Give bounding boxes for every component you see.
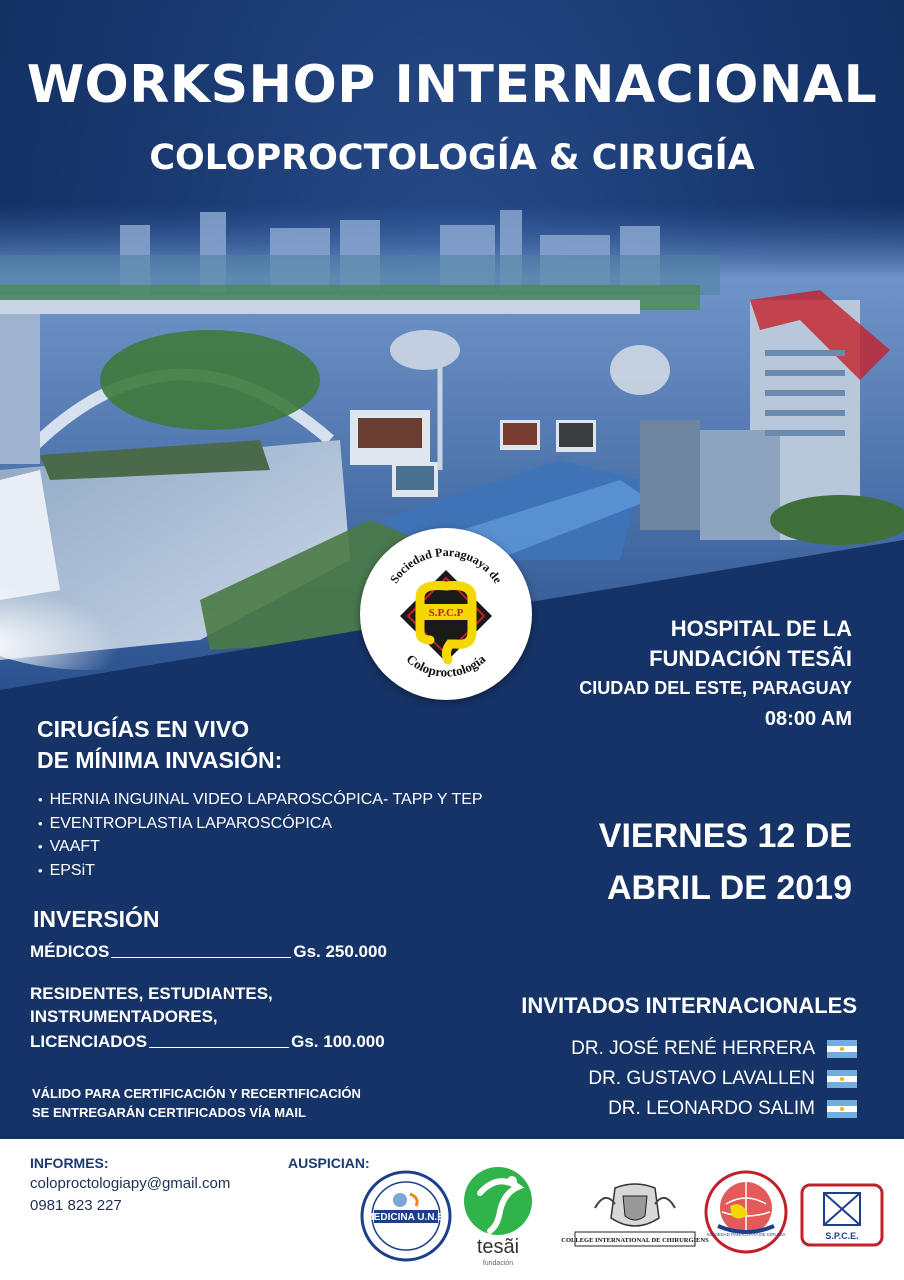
guest-row [571,1038,857,1060]
info-label: INFORMES: [30,1155,109,1171]
guest-name: DR. JOSÉ RENÉ HERRERA [571,1038,815,1059]
price-residents [30,1032,385,1052]
date-line2: ABRIL DE 2019 [606,869,852,907]
medicos-price: Gs. 250.000 [293,942,387,961]
une-medicina-logo [360,1170,452,1262]
logo-text-top: Sociedad Paraguaya de [387,545,505,586]
list-item: • EVENTROPLASTIA LAPAROSCÓPICA [38,812,483,836]
guest-row [588,1068,857,1090]
date-line1: VIERNES 12 DE [598,817,852,855]
svg-text:COLLEGE INTERNATIONAL DE CHIRU: COLLEGE INTERNATIONAL DE CHIRURGIENS [561,1237,709,1244]
guest-name: DR. LEONARDO SALIM [608,1098,815,1119]
medicos-label: MÉDICOS [30,942,110,961]
guest-row [608,1098,857,1120]
argentina-flag-icon [827,1100,857,1118]
spce-logo [800,1183,884,1247]
investment-title: INVERSIÓN [33,906,160,932]
list-item: • VAAFT [38,835,483,859]
svg-text:fundación: fundación [482,1260,514,1267]
residents-line2: INSTRUMENTADORES, [30,1007,218,1026]
validity-line1: VÁLIDO PARA CERTIFICACIÓN Y RECERTIFICACIÓN [32,1086,361,1101]
svg-text:S.P.C.E.: S.P.C.E. [825,1231,859,1241]
price-medicos [30,942,387,962]
guest-name: DR. GUSTAVO LAVALLEN [588,1068,815,1089]
venue-city: CIUDAD DEL ESTE, PARAGUAY [579,678,852,698]
spc-globe-logo [704,1170,788,1254]
validity-note [32,1084,361,1122]
venue-time: 08:00 AM [764,708,852,730]
list-item: • HERNIA INGUINAL VIDEO LAPAROSCÓPICA- TAPP Y TEP [38,788,483,812]
event-date [599,810,852,914]
leader-line [149,1047,289,1048]
bridge-deck [0,300,640,314]
venue-line1: HOSPITAL DE LA [670,616,852,641]
college-crest-logo [561,1178,709,1258]
spcp-society-logo [360,528,532,700]
sponsors-label: AUSPICIAN: [288,1155,370,1171]
venue-line2: FUNDACIÓN TESÃI [649,646,852,671]
svg-text:tesãi: tesãi [476,1236,520,1258]
contact-email[interactable]: coloproctologiapy@gmail.com [30,1175,231,1192]
svg-text:MEDICINA U.N.E.: MEDICINA U.N.E. [365,1212,447,1223]
surgeries-list [38,788,483,882]
guests-title: INVITADOS INTERNACIONALES [521,993,857,1018]
poster-subtitle: COLOPROCTOLOGÍA & CIRUGÍA [149,138,755,178]
logo-text-center: S.P.C.P [428,607,464,619]
validity-line2: SE ENTREGARÁN CERTIFICADOS VÍA MAIL [32,1105,306,1120]
argentina-flag-icon [827,1040,857,1058]
residents-line3: LICENCIADOS [30,1032,148,1051]
surgeries-title-line1: CIRUGÍAS EN VIVO [37,716,250,742]
argentina-flag-icon [827,1070,857,1088]
tesai-logo [460,1163,540,1267]
venue-block [579,614,852,736]
list-item: • EPSiT [38,859,483,883]
poster-title: WORKSHOP INTERNACIONAL [26,55,878,115]
logo-text-bottom: Coloproctología [403,651,489,680]
residents-price: Gs. 100.000 [291,1032,385,1051]
residents-line1: RESIDENTES, ESTUDIANTES, [30,984,273,1003]
svg-text:SOCIEDAD PARAGUAYA DE CIRUGÍA: SOCIEDAD PARAGUAYA DE CIRUGÍA [706,1232,786,1237]
surgeries-title-line2: DE MÍNIMA INVASIÓN: [37,747,283,773]
surgeries-title [37,714,282,776]
leader-line [111,957,291,958]
contact-phone: 0981 823 227 [30,1197,122,1214]
residents-lines [30,982,273,1028]
